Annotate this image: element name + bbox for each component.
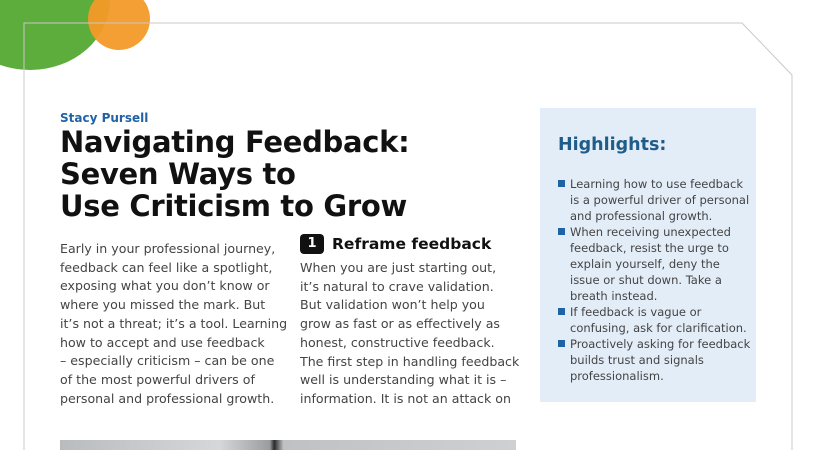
intro-paragraph [60, 240, 288, 408]
highlight-line: Learning how to use feedback [570, 177, 744, 191]
highlight-item [558, 224, 748, 304]
highlight-line: If feedback is vague or [570, 305, 702, 319]
highlight-line: confusing, ask for clarification. [570, 321, 747, 335]
section-paragraph [300, 259, 520, 409]
highlights-box [540, 108, 756, 402]
text-line: Early in your professional journey, [60, 241, 276, 256]
highlight-line: and professional growth. [570, 209, 713, 223]
section-heading [300, 233, 491, 255]
highlights-list [558, 176, 751, 384]
highlight-line: When receiving unexpected [570, 225, 731, 239]
highlight-line: explain yourself, deny the [570, 257, 720, 271]
section-number-badge: 1 [300, 234, 324, 254]
highlight-line: professionalism. [570, 369, 664, 383]
article-title [60, 126, 480, 222]
text-line: – especially criticism – can be one [60, 353, 275, 369]
title-line: Use Criticism to Grow [60, 189, 408, 223]
square-bullet-icon [558, 180, 565, 187]
square-bullet-icon [558, 340, 565, 347]
text-line: well is understanding what it is – [300, 372, 507, 388]
highlight-item [558, 304, 748, 336]
highlight-line: issue or shut down. Take a [570, 273, 722, 287]
title-line: Navigating Feedback: [60, 125, 410, 159]
text-line: But validation won’t help you [300, 297, 485, 313]
text-line: The first step in handling feedback [300, 353, 520, 369]
section-title: Reframe feedback [332, 235, 492, 253]
highlight-item [558, 336, 751, 384]
text-line: how to accept and use feedback [60, 334, 265, 350]
highlight-line: feedback, resist the urge to [570, 241, 729, 255]
article-photo [60, 440, 516, 450]
text-line: exposing what you don’t know or [60, 278, 270, 294]
text-line: honest, constructive feedback. [300, 334, 495, 350]
highlight-item [558, 176, 748, 224]
title-line: Seven Ways to [60, 157, 296, 191]
text-line: When you are just starting out, [300, 260, 497, 275]
text-line: where you missed the mark. But [60, 297, 266, 313]
text-line: feedback can feel like a spotlight, [60, 259, 273, 275]
highlight-line: is a powerful driver of personal [570, 193, 750, 207]
highlight-line: Proactively asking for feedback [570, 337, 751, 351]
text-line: personal and professional growth. [60, 390, 275, 406]
text-line: it’s not a threat; it’s a tool. Learning [60, 315, 288, 331]
text-line: grow as fast or as effectively as [300, 316, 500, 332]
text-line: information. It is not an attack on [300, 390, 511, 406]
square-bullet-icon [558, 228, 565, 235]
text-line: it’s natural to crave validation. [300, 278, 494, 294]
highlight-line: builds trust and signals [570, 353, 704, 367]
author-name: Stacy Pursell [60, 111, 149, 125]
square-bullet-icon [558, 308, 565, 315]
highlights-title: Highlights: [558, 135, 667, 155]
highlight-line: breath instead. [570, 289, 658, 303]
continued-text-cutoff [556, 441, 746, 450]
text-line: of the most powerful drivers of [60, 371, 255, 387]
